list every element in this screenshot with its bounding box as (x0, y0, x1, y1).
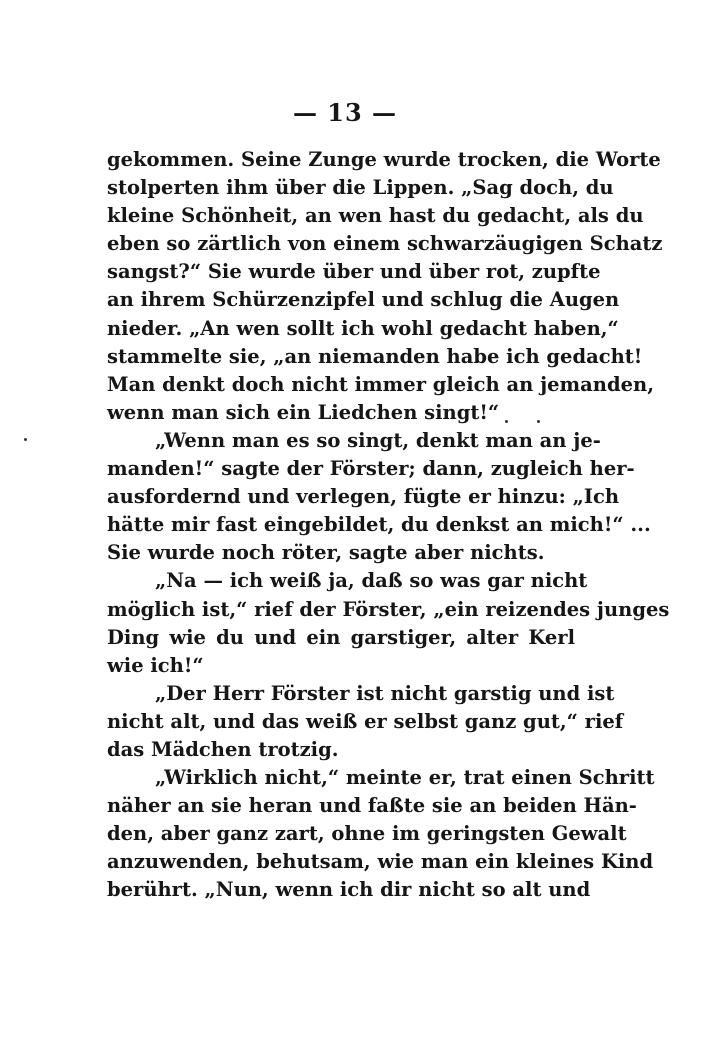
text-line: das Mädchen trotzig. (107, 737, 339, 761)
text-line: den, aber ganz zart, ohne im geringsten Gewalt (107, 822, 627, 846)
text-line: manden!“ sagte der Förster; dann, zugleich her- (107, 457, 635, 481)
print-speck (505, 420, 508, 423)
text-line: nicht alt, und das weiß er selbst ganz gut,“ rief (107, 709, 624, 733)
text-line: sangst?“ Sie wurde über und über rot, zupfte (107, 260, 601, 284)
text-line: möglich ist,“ rief der Förster, „ein reizendes junges (107, 597, 670, 621)
print-speck (537, 420, 540, 423)
page-number: — 13 — (292, 98, 398, 127)
text-line: Man denkt doch nicht immer gleich an jemanden, (107, 372, 654, 396)
text-line: „Na — ich weiß ja, daß so was gar nicht (155, 569, 588, 593)
text-line: kleine Schönheit, an wen hast du gedacht, als du (107, 204, 644, 228)
text-line: nieder. „An wen sollt ich wohl gedacht haben,“ (107, 316, 619, 340)
print-speck (24, 438, 27, 441)
text-line: gekommen. Seine Zunge wurde trocken, die Worte (107, 148, 661, 171)
text-line: ausfordernd und verlegen, fügte er hinzu: „Ich (107, 485, 620, 509)
text-line: wie ich!“ (107, 653, 204, 677)
text-line: hätte mir fast eingebildet, du denkst an mich!“ ... (107, 513, 651, 537)
text-line: Ding wie du und ein garstiger, alter Kerl (107, 625, 575, 649)
text-line: berührt. „Nun, wenn ich dir nicht so alt und (107, 878, 591, 902)
text-line: anzuwenden, behutsam, wie man ein kleines Kind (107, 850, 654, 874)
text-line: näher an sie heran und faßte sie an beiden Hän- (107, 794, 637, 818)
text-line: an ihrem Schürzenzipfel und schlug die Augen (107, 288, 620, 312)
text-line: wenn man sich ein Liedchen singt!“ (107, 400, 500, 424)
body-text (107, 146, 670, 905)
text-line: stammelte sie, „an niemanden habe ich gedacht! (107, 344, 643, 368)
text-line: „Der Herr Förster ist nicht garstig und ist (155, 681, 615, 705)
text-line: stolperten ihm über die Lippen. „Sag doch, du (107, 176, 614, 200)
text-line: Sie wurde noch röter, sagte aber nichts. (107, 541, 545, 565)
text-line: „Wirklich nicht,“ meinte er, trat einen Schritt (155, 766, 655, 790)
text-line: „Wenn man es so singt, denkt man an je- (155, 428, 601, 452)
text-line: eben so zärtlich von einem schwarzäugigen Schatz (107, 232, 663, 256)
